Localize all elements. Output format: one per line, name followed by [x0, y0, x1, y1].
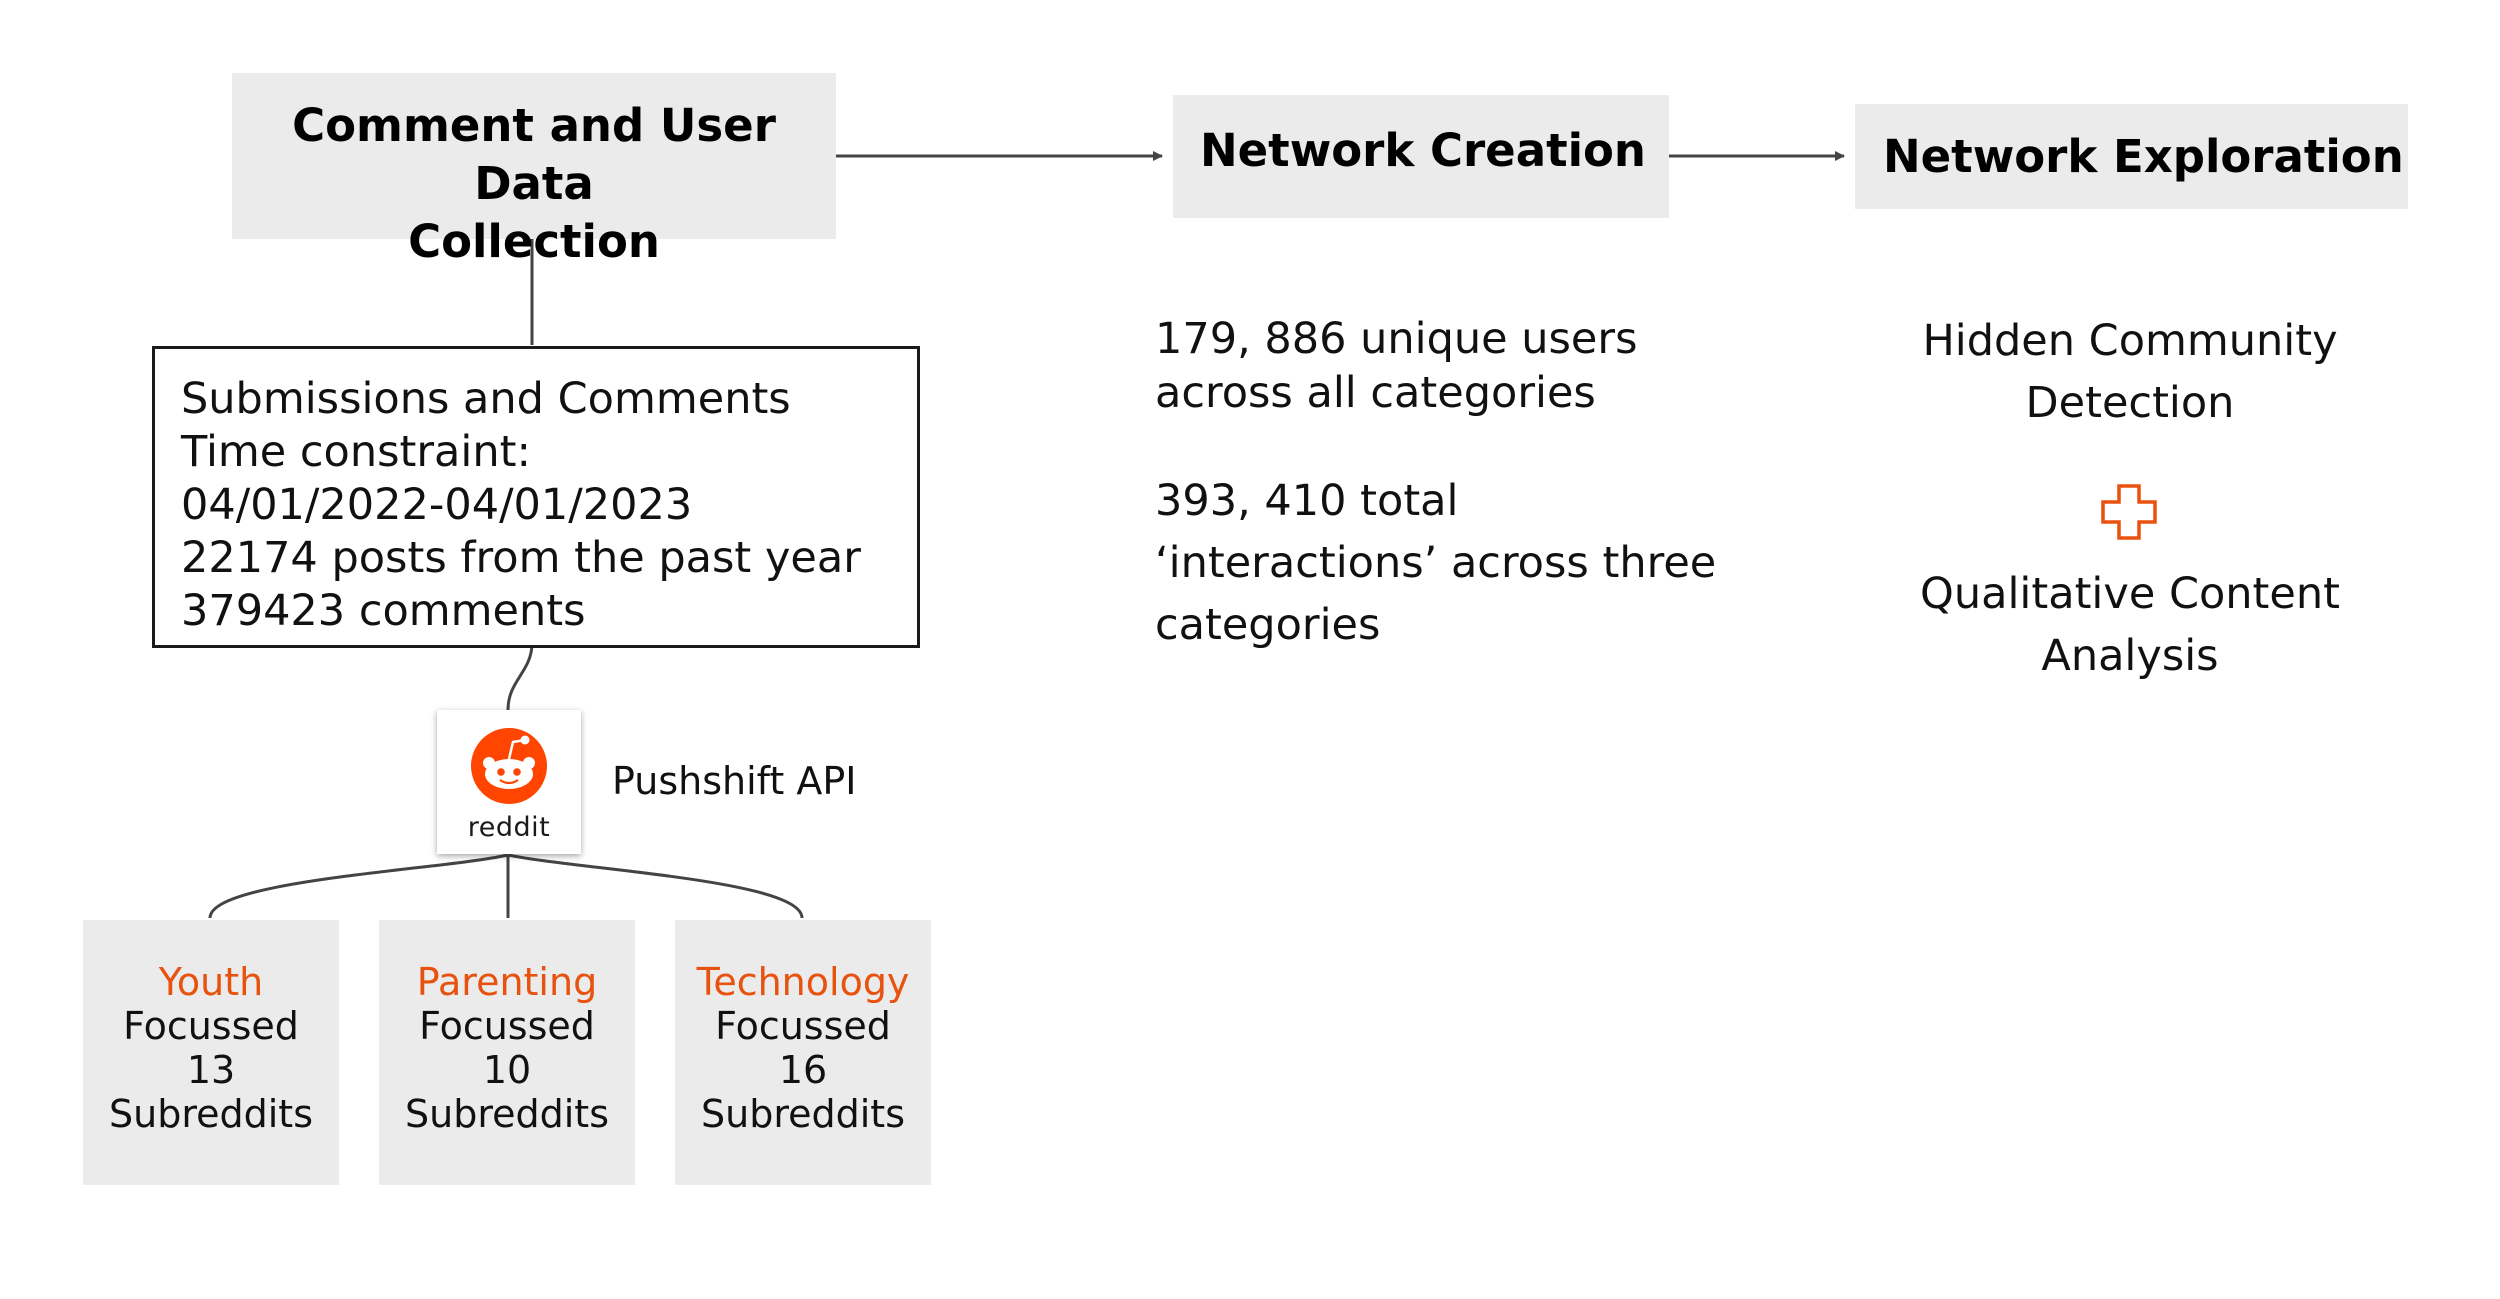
method2-line2: Analysis — [2041, 631, 2219, 681]
subreddit-group-parenting — [379, 920, 635, 1185]
api-label: Pushshift API — [612, 759, 857, 803]
method2-line1: Qualitative Content — [1920, 569, 2340, 619]
group-count: 16 — [778, 1048, 828, 1092]
stage-creation-title: Network Creation — [1200, 124, 1646, 177]
details-line: 379423 comments — [181, 586, 586, 636]
creation-interactions-stat — [1155, 470, 1755, 656]
group-category: Technology — [696, 960, 910, 1004]
group-unit: Subreddits — [405, 1092, 609, 1136]
creation-users-stat — [1155, 312, 1755, 420]
stage-collection-title-line1: Comment and User Data — [292, 99, 776, 210]
stage-exploration-title: Network Exploration — [1883, 130, 2404, 183]
plus-icon — [2099, 482, 2159, 542]
group-count: 13 — [186, 1048, 236, 1092]
method1-line1: Hidden Community — [1922, 316, 2338, 366]
details-line: Time constraint: — [181, 427, 531, 477]
reddit-logo-card — [437, 710, 581, 854]
reddit-logo-icon — [437, 710, 581, 822]
exploration-method-community-detection — [1830, 310, 2430, 434]
subreddit-group-youth — [83, 920, 339, 1185]
exploration-method-content-analysis — [1830, 563, 2430, 687]
stage-collection — [232, 73, 836, 268]
details-line: 04/01/2022-04/01/2023 — [181, 480, 693, 530]
group-unit: Subreddits — [109, 1092, 313, 1136]
group-label: Focussed — [715, 1004, 891, 1048]
group-category: Youth — [158, 960, 264, 1004]
interactions-line1: 393, 410 total — [1155, 476, 1459, 526]
details-line: 22174 posts from the past year — [181, 533, 861, 583]
group-category: Parenting — [416, 960, 598, 1004]
subreddit-group-technology — [675, 920, 931, 1185]
stage-exploration — [1855, 104, 2408, 209]
group-unit: Subreddits — [701, 1092, 905, 1136]
users-line2: across all categories — [1155, 368, 1596, 418]
group-label: Focussed — [419, 1004, 595, 1048]
reddit-wordmark: reddit — [467, 812, 551, 843]
line-logo-to-youth — [210, 855, 508, 918]
users-line1: 179, 886 unique users — [1155, 314, 1638, 364]
method1-line2: Detection — [2025, 378, 2235, 428]
group-count: 10 — [482, 1048, 532, 1092]
group-label: Focussed — [123, 1004, 299, 1048]
stage-creation — [1173, 95, 1669, 218]
line-details-to-logo — [508, 643, 532, 710]
line-logo-to-technology — [508, 855, 802, 918]
details-line: Submissions and Comments — [181, 374, 791, 424]
interactions-line2: ‘interactions’ across three — [1155, 538, 1717, 588]
interactions-line3: categories — [1155, 600, 1381, 650]
collection-details-box — [152, 346, 920, 648]
stage-collection-title-line2: Collection — [408, 215, 660, 268]
